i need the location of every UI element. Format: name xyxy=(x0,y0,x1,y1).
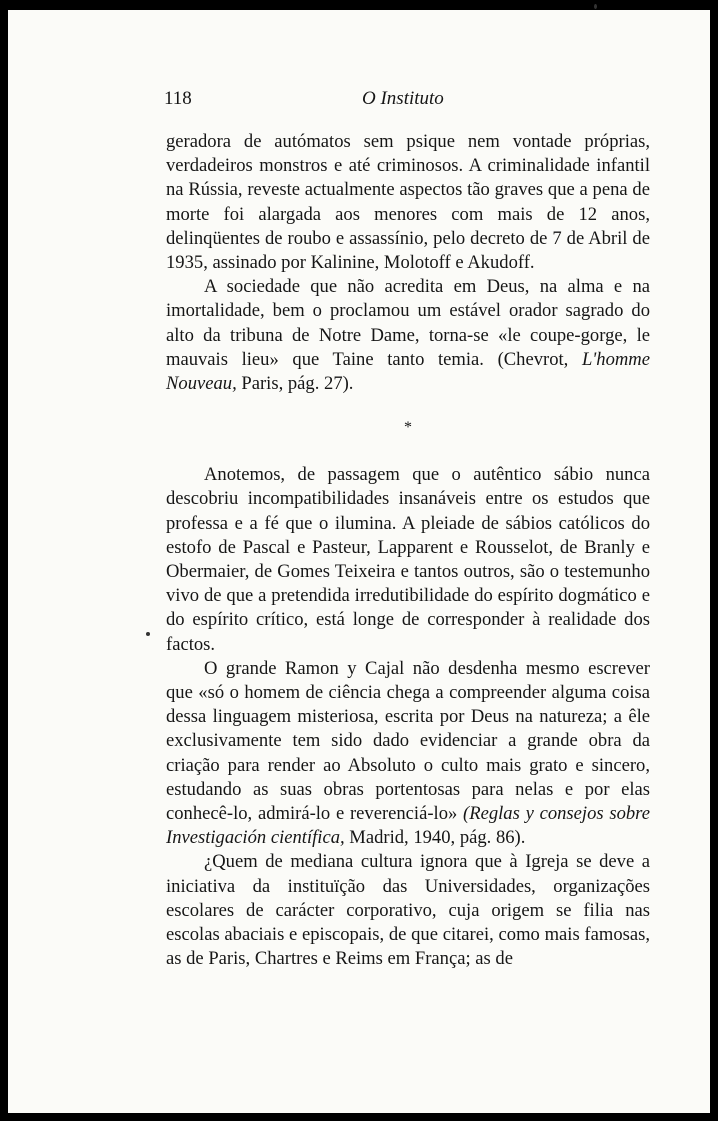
paragraph-continuation: geradora de autómatos sem psique nem vontade próprias, verdadeiros monstros e até criminosos. A criminalidade infantil na Rússia, reveste actualmente aspectos tão graves que a pena de morte foi alargada aos menores com mais de 12 anos, delinqüentes de roubo e assassínio, pelo decreto de 7 de Abril de 1935, assinado por Kalinine, Molotoff e Akudoff. xyxy=(166,131,650,274)
print-speck xyxy=(146,632,150,636)
book-title-citation: L'homme Nouveau, xyxy=(166,348,650,395)
paragraph-text: A sociedade que não acredita em Deus, na alma e na imortalidade, bem o proclamou um estável orador sagrado do alto da tribuna de Notre Dame, torna-se «le coupe-gorge, le mauvais lieu» que Taine tanto temia. (Chevrot, xyxy=(166,276,650,370)
body-text xyxy=(166,130,650,972)
paragraph-universidades: ¿Quem de mediana cultura ignora que à Igreja se deve a iniciativa da instituïção das Universidades, organizações escolares de carácter corporativo, cuja origem se filia nas escolas abaciais e episcopais, de que citarei, como mais famosas, as de Paris, Chartres e Reims em França; as de xyxy=(166,851,650,970)
page-number: 118 xyxy=(164,88,192,109)
paragraph-anotemos: Anotemos, de passagem que o autêntico sábio nunca descobriu incompatibilidades insanáveis entre os estudos que professa e a fé que o ilumina. A pleiade de sábios católicos do estofo de Pascal e Pasteur, Lapparent e Rousselot, de Branly e Obermaier, de Gomes Teixeira e tantos outros, são o testemunho vivo de que a pretendida irredutibilidade do espírito dogmático e do espírito crítico, está longe de corresponder à realidade dos factos. xyxy=(166,464,650,655)
section-separator: * xyxy=(404,419,412,437)
print-speck xyxy=(594,4,597,9)
paragraph-text: Madrid, 1940, pág. 86). xyxy=(344,827,526,849)
paragraph-text: O grande Ramon y Cajal não desdenha mesmo escrever que «só o homem de ciência chega a compreender alguma coisa dessa linguagem misteriosa, escrita por Deus na natureza; a êle exclusivamente tem sido dado evidenciar a grande obra da criação para render ao Absoluto o culto mais grato e sincero, estudando as suas obras portentosas para nelas e por elas conhecê-lo, admirá-lo e reverenciá-lo» xyxy=(166,657,650,825)
book-page xyxy=(8,10,710,1113)
paragraph-sociedade xyxy=(166,275,650,396)
paragraph-cajal xyxy=(166,657,650,851)
paragraph-text: Paris, pág. 27). xyxy=(236,373,354,395)
running-title: O Instituto xyxy=(362,88,444,109)
book-title-citation: (Reglas y consejos sobre Investigación científica, xyxy=(166,803,650,849)
